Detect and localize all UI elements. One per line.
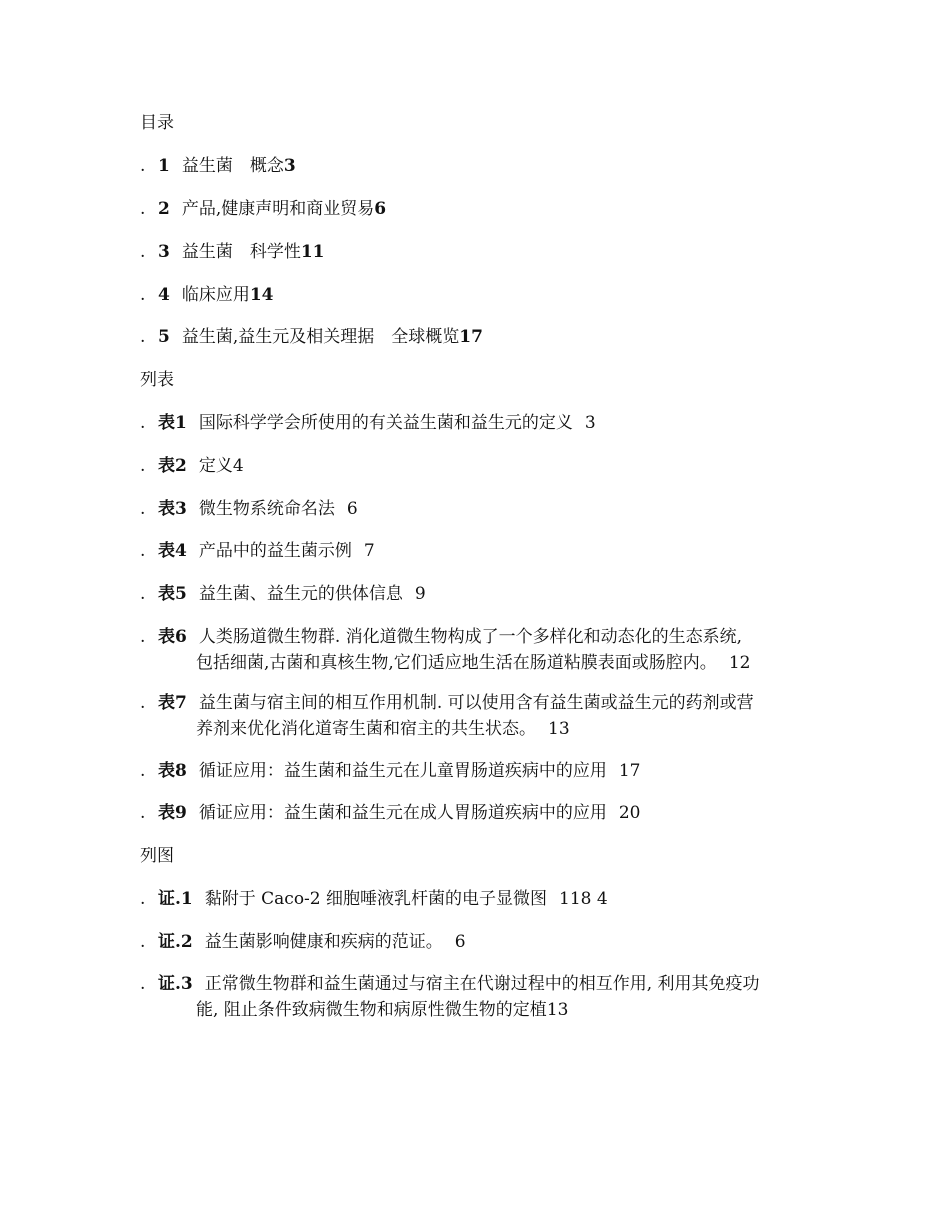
entry-dot: . (140, 156, 146, 176)
entry-dot: . (140, 693, 146, 713)
entry-page: 13 (548, 719, 570, 739)
entry-number: 表4 (158, 541, 187, 561)
table-entry-9[interactable] (140, 800, 830, 826)
toc-entry-4[interactable] (140, 282, 830, 308)
entry-dot: . (140, 199, 146, 219)
entry-dot: . (140, 932, 146, 952)
entry-title: 黏附于 Caco-2 细胞唾液乳杆菌的电子显微图 (204, 889, 548, 909)
entry-title: 定义 (198, 456, 233, 476)
table-entry-2[interactable] (140, 453, 830, 479)
toc-entry-1[interactable] (140, 153, 830, 179)
entry-number: 5 (158, 327, 170, 347)
entry-title: 产品,健康声明和商业贸易 (181, 199, 375, 219)
entry-dot: . (140, 627, 146, 647)
table-entry-5[interactable] (140, 581, 830, 607)
entry-number: 证.1 (158, 889, 193, 909)
entry-page: 3 (584, 413, 596, 433)
figure-entry-1[interactable] (140, 886, 830, 912)
entry-dot: . (140, 889, 146, 909)
entry-number: 表6 (158, 627, 187, 647)
entry-title: 益生菌 科学性 (181, 242, 301, 262)
table-entry-7[interactable] (140, 690, 830, 742)
table-entry-1[interactable] (140, 410, 830, 436)
entry-page: 6 (346, 499, 358, 519)
entry-title: 益生菌与宿主间的相互作用机制. 可以使用含有益生菌或益生元的药剂或营 (198, 693, 754, 713)
table-entry-3[interactable] (140, 496, 830, 522)
entry-dot: . (140, 456, 146, 476)
entry-title: 循证应用：益生菌和益生元在儿童胃肠道疾病中的应用 (198, 761, 607, 781)
entry-title-continued: 养剂来优化消化道寄生菌和宿主的共生状态。 (196, 719, 536, 739)
entry-title-continued: 包括细菌,古菌和真核生物,它们适应地生活在肠道粘膜表面或肠腔内。 (196, 653, 717, 673)
entry-number: 表5 (158, 584, 187, 604)
entry-title: 产品中的益生菌示例 (198, 541, 352, 561)
entry-number: 表7 (158, 693, 187, 713)
entry-dot: . (140, 541, 146, 561)
entry-number: 表9 (158, 803, 187, 823)
entry-title: 益生菌影响健康和疾病的范证。 (204, 932, 443, 952)
entry-number: 1 (158, 156, 170, 176)
entry-title: 人类肠道微生物群. 消化道微生物构成了一个多样化和动态化的生态系统, (198, 627, 743, 647)
entry-title: 正常微生物群和益生菌通过与宿主在代谢过程中的相互作用, 利用其免疫功 (204, 974, 760, 994)
entry-number: 表3 (158, 499, 187, 519)
entry-page: 6 (454, 932, 466, 952)
toc-heading: 目录 (140, 113, 174, 133)
entry-dot: . (140, 499, 146, 519)
entry-page: 3 (283, 156, 296, 176)
table-entry-4[interactable] (140, 538, 830, 564)
figure-entry-3[interactable] (140, 971, 830, 1023)
entry-title: 国际科学学会所使用的有关益生菌和益生元的定义 (198, 413, 573, 433)
entry-dot: . (140, 803, 146, 823)
entry-title: 益生菌、益生元的供体信息 (198, 584, 403, 604)
entry-dot: . (140, 327, 146, 347)
figures-heading: 列图 (140, 846, 174, 866)
entry-page: 13 (546, 1000, 569, 1020)
entry-dot: . (140, 584, 146, 604)
entry-page: 14 (249, 285, 274, 305)
table-entry-8[interactable] (140, 758, 830, 784)
entry-title-continued: 能, 阻止条件致病微生物和病原性微生物的定植 (196, 1000, 547, 1020)
entry-dot: . (140, 242, 146, 262)
entry-title: 益生菌,益生元及相关理据 全球概览 (181, 327, 460, 347)
entry-page: 11 (300, 242, 325, 262)
entry-number: 3 (158, 242, 170, 262)
entry-number: 2 (158, 199, 170, 219)
entry-dot: . (140, 974, 146, 994)
entry-number: 表2 (158, 456, 187, 476)
entry-title: 微生物系统命名法 (198, 499, 335, 519)
entry-page: 9 (414, 584, 426, 604)
table-entry-6[interactable] (140, 624, 830, 676)
tables-heading: 列表 (140, 370, 174, 390)
entry-number: 证.2 (158, 932, 193, 952)
entry-title: 临床应用 (181, 285, 250, 305)
entry-number: 证.3 (158, 974, 193, 994)
entry-dot: . (140, 285, 146, 305)
entry-page: 6 (374, 199, 387, 219)
entry-page: 17 (459, 327, 483, 347)
entry-page: 20 (618, 803, 641, 823)
entry-page: 118 4 (559, 889, 608, 909)
entry-title: 益生菌 概念 (181, 156, 284, 176)
entry-page: 12 (728, 653, 751, 673)
entry-page: 4 (232, 456, 244, 476)
entry-number: 表1 (158, 413, 187, 433)
figure-entry-2[interactable] (140, 929, 830, 955)
entry-page: 7 (363, 541, 375, 561)
entry-number: 表8 (158, 761, 187, 781)
entry-dot: . (140, 761, 146, 781)
entry-title: 循证应用：益生菌和益生元在成人胃肠道疾病中的应用 (198, 803, 607, 823)
entry-number: 4 (158, 285, 170, 305)
toc-entry-3[interactable] (140, 239, 830, 265)
entry-dot: . (140, 413, 146, 433)
entry-page: 17 (618, 761, 641, 781)
toc-entry-2[interactable] (140, 196, 830, 222)
toc-entry-5[interactable] (140, 324, 830, 350)
